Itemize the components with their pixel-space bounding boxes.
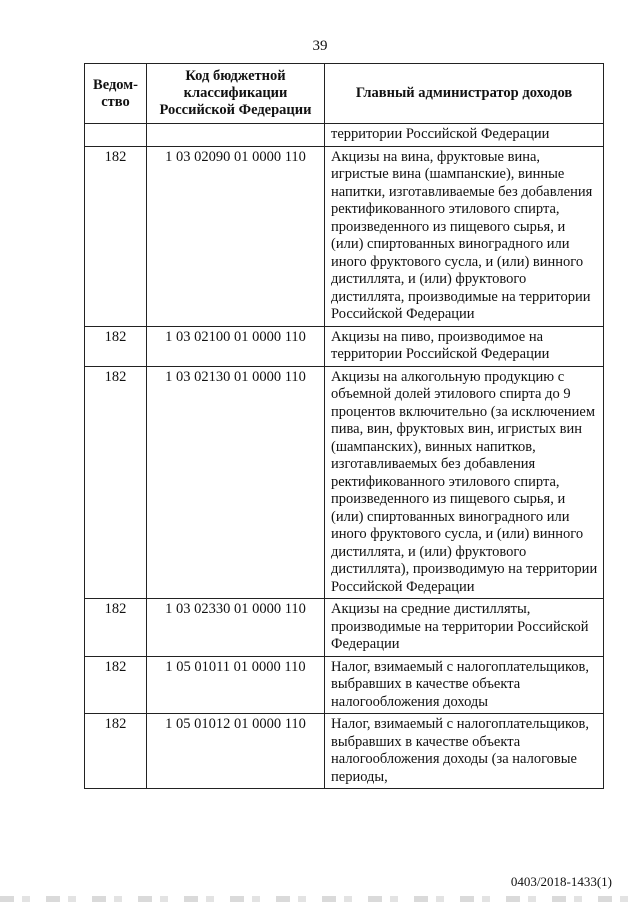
header-department: Ведом-ство [85, 64, 147, 124]
table-row [85, 366, 604, 599]
table-row [85, 146, 604, 326]
row-name: Налог, взимаемый с налогоплательщиков, выбравших в качестве объекта налогообложения доходы (за налоговые периоды, [325, 714, 604, 789]
row-department: 182 [85, 714, 147, 789]
table-row [85, 714, 604, 789]
row-code: 1 05 01011 01 0000 110 [147, 656, 325, 714]
row-department [85, 124, 147, 147]
header-administrator: Главный администратор доходов [325, 64, 604, 124]
row-name: Акцизы на пиво, производимое на территории Российской Федерации [325, 326, 604, 366]
document-code: 0403/2018-1433(1) [510, 874, 612, 889]
row-department: 182 [85, 146, 147, 326]
table-row [85, 326, 604, 366]
row-code: 1 03 02100 01 0000 110 [147, 326, 325, 366]
scan-artifact [0, 896, 640, 902]
row-department: 182 [85, 599, 147, 657]
row-name: территории Российской Федерации [325, 124, 604, 147]
row-name: Налог, взимаемый с налогоплательщиков, выбравших в качестве объекта налогообложения доходы [325, 656, 604, 714]
row-department: 182 [85, 366, 147, 599]
row-code: 1 03 02130 01 0000 110 [147, 366, 325, 599]
revenue-table [84, 63, 604, 789]
row-code [147, 124, 325, 147]
row-code: 1 03 02330 01 0000 110 [147, 599, 325, 657]
table-header-row [85, 64, 604, 124]
row-name: Акцизы на средние дистилляты, производимые на территории Российской Федерации [325, 599, 604, 657]
table-row [85, 124, 604, 147]
row-department: 182 [85, 656, 147, 714]
page-number: 39 [312, 38, 328, 54]
table-row [85, 656, 604, 714]
table-row [85, 599, 604, 657]
row-name: Акцизы на алкогольную продукцию с объемной долей этилового спирта до 9 процентов включительно (за исключением пива, вин, фруктовых вин, игристых вин (шампанских), винных напитков, изготавливаемых без добавления ректификованного этилового спирта, произведенного из пищевого сырья, и (или) спиртованных виноградного или иного фруктового сусла, и (или) винного дистиллята, и (или) фруктового дистиллята), производимую на территории Российской Федерации [325, 366, 604, 599]
row-code: 1 05 01012 01 0000 110 [147, 714, 325, 789]
header-budget-code: Код бюджетной классификации Российской Федерации [147, 64, 325, 124]
row-code: 1 03 02090 01 0000 110 [147, 146, 325, 326]
row-name: Акцизы на вина, фруктовые вина, игристые вина (шампанские), винные напитки, изготавливаемые без добавления ректификованного этилового спирта, произведенного из пищевого сырья, и (или) спиртованных виноградного или иного фруктового сусла, и (или) винного дистиллята, и (или) фруктового дистиллята, производимые на территории Российской Федерации [325, 146, 604, 326]
row-department: 182 [85, 326, 147, 366]
